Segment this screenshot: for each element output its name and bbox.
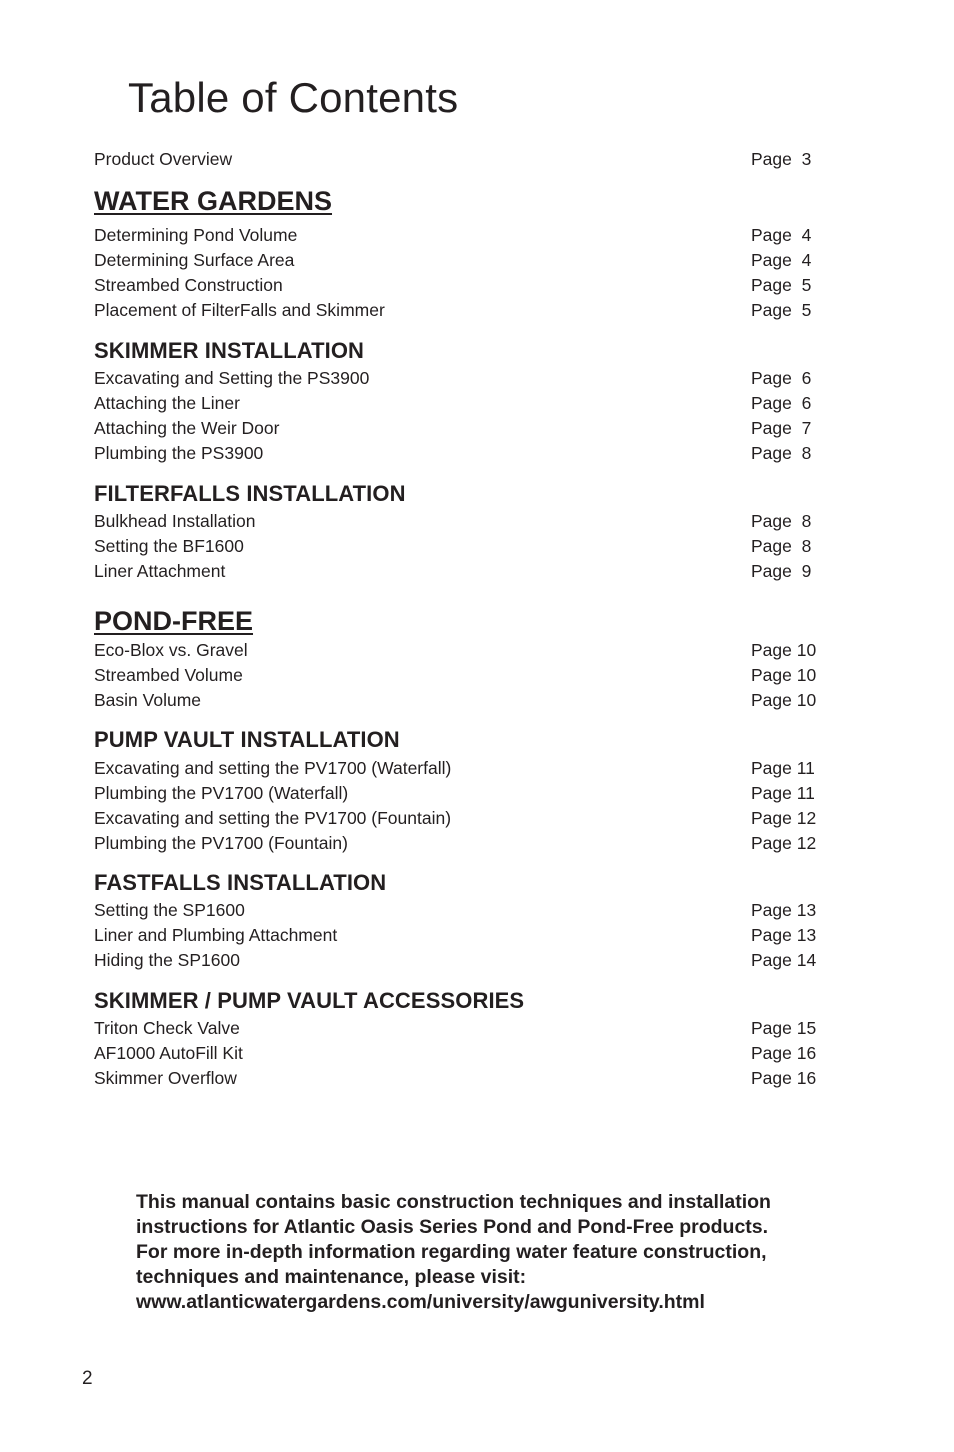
toc-entry-label: Excavating and setting the PV1700 (Waterfall): [94, 758, 452, 778]
toc-entry-page: Page 7: [751, 418, 812, 438]
toc-entry-page: Page 3: [751, 149, 812, 169]
toc-entry-page: Page 11: [751, 783, 815, 803]
section-heading-water-gardens: WATER GARDENS: [94, 186, 333, 216]
toc-row[interactable]: [94, 898, 834, 922]
toc-row[interactable]: [94, 688, 834, 712]
note-line: This manual contains basic construction techniques and installation: [136, 1191, 771, 1213]
toc-entry-page: Page 8: [751, 536, 812, 556]
toc-entry-page: Page 10: [751, 640, 817, 660]
toc-row[interactable]: [94, 1066, 834, 1090]
toc-entry-page: Page 15: [751, 1018, 817, 1038]
page-title: Table of Contents: [128, 74, 459, 121]
toc-row[interactable]: [94, 559, 834, 583]
toc-entry-label: Setting the SP1600: [94, 900, 245, 920]
toc-entry-page: Page 9: [751, 561, 812, 581]
toc-entry-label: Excavating and setting the PV1700 (Fountain): [94, 808, 452, 828]
toc-entry-label: Attaching the Liner: [94, 393, 240, 413]
toc-row-product-overview[interactable]: [94, 147, 834, 171]
toc-entry-page: Page 6: [751, 393, 812, 413]
toc-entry-label: Determining Surface Area: [94, 250, 295, 270]
toc-entry-label: Plumbing the PS3900: [94, 443, 264, 463]
toc-row[interactable]: [94, 391, 834, 415]
note-line: instructions for Atlantic Oasis Series Pond and Pond-Free products.: [136, 1216, 769, 1238]
toc-entry-label: Product Overview: [94, 149, 233, 169]
toc-row[interactable]: [94, 806, 834, 830]
toc-entry-page: Page 8: [751, 443, 812, 463]
toc-row[interactable]: [94, 1041, 834, 1065]
toc-entry-label: Eco-Blox vs. Gravel: [94, 640, 248, 660]
toc-entry-page: Page 13: [751, 900, 817, 920]
toc-entry-label: Liner Attachment: [94, 561, 226, 581]
toc-entry-label: Placement of FilterFalls and Skimmer: [94, 300, 385, 320]
toc-row[interactable]: [94, 298, 834, 322]
note-line: For more in-depth information regarding water feature construction,: [136, 1241, 767, 1263]
toc-row[interactable]: [94, 663, 834, 687]
section-heading-fastfalls-installation: FASTFALLS INSTALLATION: [94, 870, 387, 895]
toc-entry-label: Streambed Volume: [94, 665, 243, 685]
toc-row[interactable]: [94, 248, 834, 272]
toc-entry-label: Attaching the Weir Door: [94, 418, 280, 438]
toc-row[interactable]: [94, 441, 834, 465]
toc-entry-label: Streambed Construction: [94, 275, 283, 295]
toc-entry-label: Determining Pond Volume: [94, 225, 298, 245]
toc-entry-page: Page 14: [751, 950, 817, 970]
toc-entry-label: Bulkhead Installation: [94, 511, 256, 531]
toc-entry-label: AF1000 AutoFill Kit: [94, 1043, 243, 1063]
toc-row[interactable]: [94, 366, 834, 390]
toc-entry-label: Hiding the SP1600: [94, 950, 240, 970]
university-url-link[interactable]: www.atlanticwatergardens.com/university/awguniversity.html: [136, 1291, 705, 1313]
section-heading-skimmer-installation: SKIMMER INSTALLATION: [94, 338, 365, 363]
toc-entry-page: Page 13: [751, 925, 817, 945]
toc-entry-page: Page 11: [751, 758, 815, 778]
page-number: 2: [82, 1368, 93, 1389]
toc-entry-page: Page 8: [751, 511, 812, 531]
toc-entry-label: Plumbing the PV1700 (Fountain): [94, 833, 348, 853]
toc-row[interactable]: [94, 273, 834, 297]
toc-entry-label: Liner and Plumbing Attachment: [94, 925, 338, 945]
toc-row[interactable]: [94, 923, 834, 947]
toc-entry-page: Page 5: [751, 275, 812, 295]
toc-row[interactable]: [94, 831, 834, 855]
toc-row[interactable]: [94, 534, 834, 558]
section-heading-pump-vault-installation: PUMP VAULT INSTALLATION: [94, 727, 400, 752]
section-heading-pond-free: POND-FREE: [94, 606, 254, 636]
toc-entry-label: Setting the BF1600: [94, 536, 244, 556]
toc-row[interactable]: [94, 223, 834, 247]
toc-entry-page: Page 5: [751, 300, 812, 320]
section-heading-filterfalls-installation: FILTERFALLS INSTALLATION: [94, 481, 406, 506]
toc-entry-label: Plumbing the PV1700 (Waterfall): [94, 783, 349, 803]
toc-entry-page: Page 16: [751, 1068, 817, 1088]
toc-entry-page: Page 4: [751, 225, 812, 245]
toc-entry-label: Basin Volume: [94, 690, 202, 710]
toc-row[interactable]: [94, 756, 834, 780]
toc-row[interactable]: [94, 416, 834, 440]
note-line: techniques and maintenance, please visit:: [136, 1266, 527, 1288]
toc-entry-label: Excavating and Setting the PS3900: [94, 368, 370, 388]
toc-entry-page: Page 12: [751, 808, 817, 828]
section-heading-accessories: SKIMMER / PUMP VAULT ACCESSORIES: [94, 988, 525, 1013]
toc-row[interactable]: [94, 948, 834, 972]
toc-row[interactable]: [94, 509, 834, 533]
toc-row[interactable]: [94, 781, 834, 805]
toc-entry-page: Page 12: [751, 833, 817, 853]
toc-entry-page: Page 10: [751, 690, 817, 710]
toc-entry-page: Page 16: [751, 1043, 817, 1063]
toc-row[interactable]: [94, 1016, 834, 1040]
manual-note: [136, 1190, 836, 1315]
toc-entry-page: Page 10: [751, 665, 817, 685]
toc-row[interactable]: [94, 638, 834, 662]
toc-entry-page: Page 4: [751, 250, 812, 270]
toc-entry-label: Skimmer Overflow: [94, 1068, 237, 1088]
toc-entry-label: Triton Check Valve: [94, 1018, 240, 1038]
toc-entry-page: Page 6: [751, 368, 812, 388]
